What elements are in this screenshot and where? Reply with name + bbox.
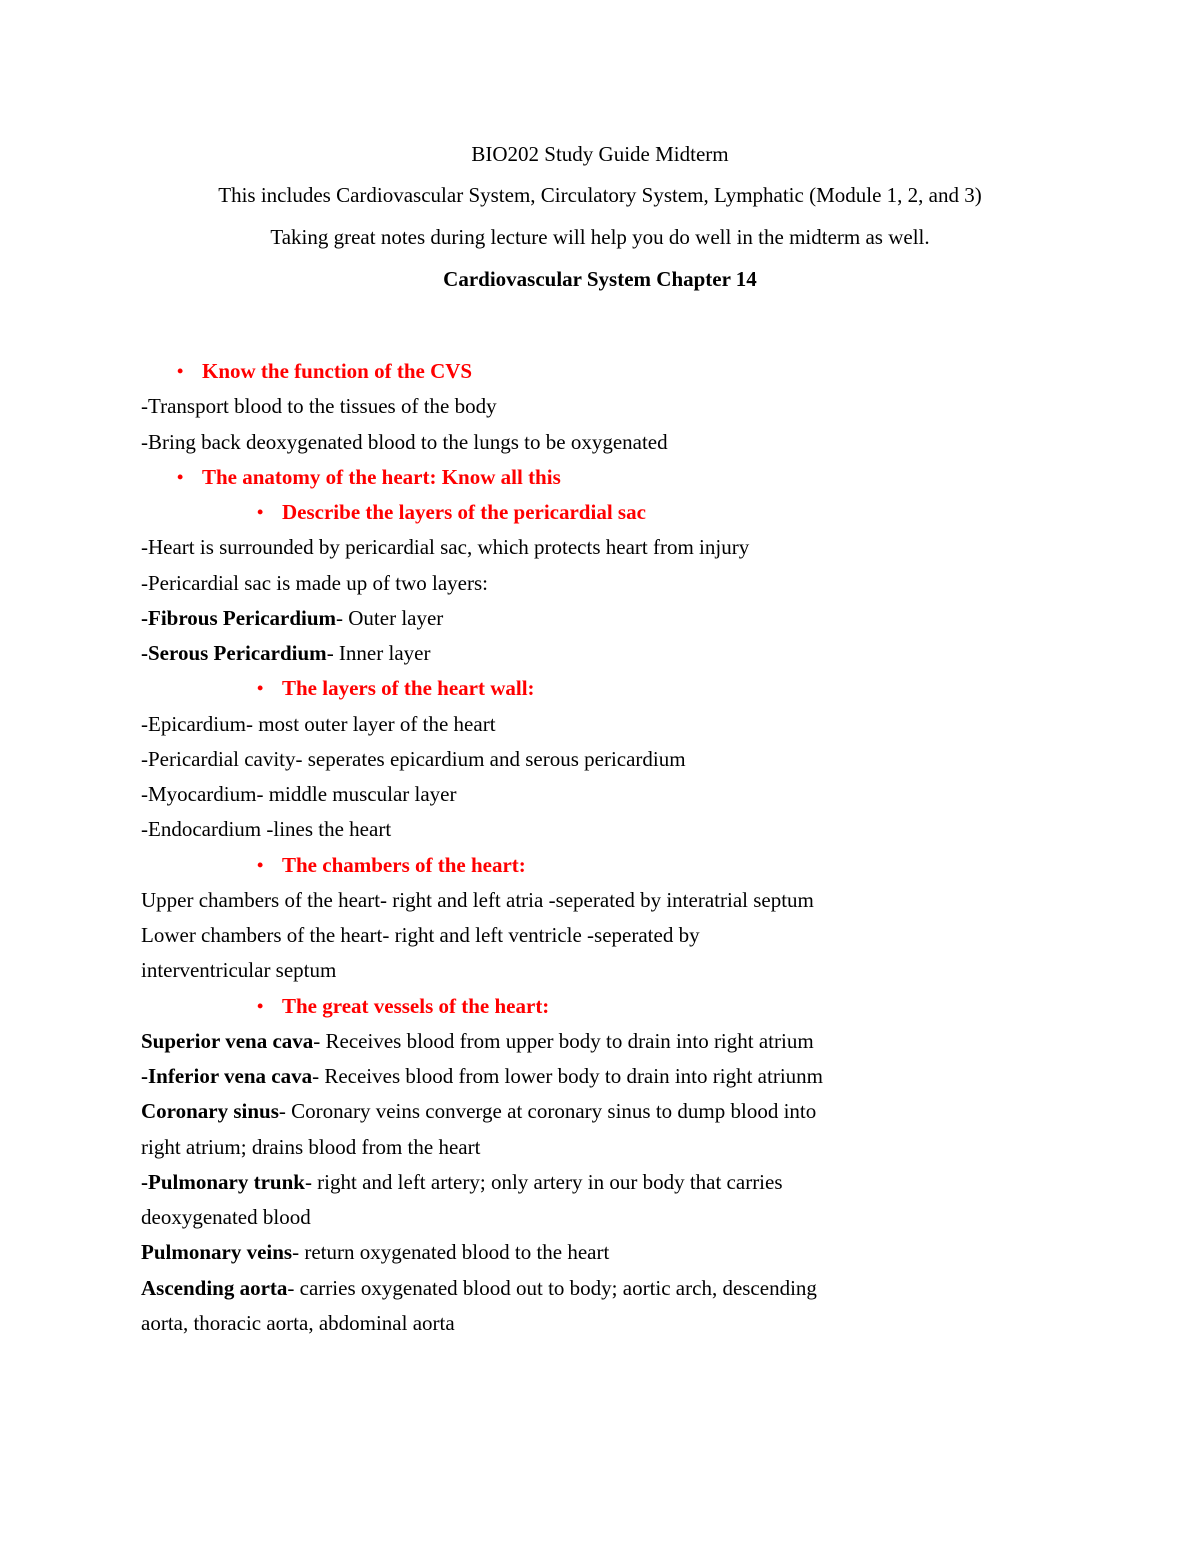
text-line: interventricular septum: [141, 958, 337, 983]
term-line-serous-pericardium: -Serous Pericardium- Inner layer: [141, 641, 431, 665]
text-line: Lower chambers of the heart- right and left ventricle -seperated by: [141, 923, 700, 947]
text-line-continuation: deoxygenated blood: [141, 1205, 311, 1229]
text-line: -Transport blood to the tissues of the body: [141, 394, 497, 419]
term-line-pulmonary-veins: Pulmonary veins- return oxygenated blood to the heart: [141, 1240, 610, 1265]
study-guide-content: [141, 354, 921, 1341]
document-note: Taking great notes during lecture will help you do well in the midterm as well.: [270, 225, 930, 249]
term-line-superior-vena-cava: Superior vena cava- Receives blood from upper body to drain into right atrium: [141, 1028, 814, 1053]
document-subtitle: This includes Cardiovascular System, Circulatory System, Lymphatic (Module 1, 2, and 3): [218, 183, 982, 207]
bullet-heading-heart-wall: • The layers of the heart wall:: [141, 671, 921, 706]
text-line: -Pericardial cavity- seperates epicardium and serous pericardium: [141, 746, 686, 771]
text-line: -Epicardium- most outer layer of the heart: [141, 711, 496, 736]
bullet-heading-chambers: • The chambers of the heart:: [141, 848, 921, 883]
bullet-heading-great-vessels: • The great vessels of the heart:: [141, 989, 921, 1024]
term-line-fibrous-pericardium: -Fibrous Pericardium- Outer layer: [141, 605, 444, 630]
bullet-icon: •: [257, 854, 264, 875]
text-line: -Heart is surrounded by pericardial sac, which protects heart from injury: [141, 535, 750, 560]
bullet-icon: •: [257, 678, 264, 699]
text-line-continuation: aorta, thoracic aorta, abdominal aorta: [141, 1310, 455, 1335]
text-line-continuation: right atrium; drains blood from the heart: [141, 1134, 481, 1159]
term-line-pulmonary-trunk: -Pulmonary trunk- right and left artery; only artery in our body that carries: [141, 1169, 783, 1194]
text-line: -Myocardium- middle muscular layer: [141, 782, 457, 806]
text-line: -Pericardial sac is made up of two layers:: [141, 570, 488, 595]
chapter-heading: Cardiovascular System Chapter 14: [443, 267, 757, 291]
bullet-heading-anatomy: • The anatomy of the heart: Know all this: [141, 460, 921, 495]
bullet-icon: •: [257, 995, 264, 1016]
term-line-coronary-sinus: Coronary sinus- Coronary veins converge at coronary sinus to dump blood into: [141, 1099, 817, 1124]
bullet-icon: •: [177, 361, 184, 381]
bullet-icon: •: [177, 466, 184, 487]
document-title: BIO202 Study Guide Midterm: [471, 142, 729, 166]
bullet-heading-cvs-function: • Know the function of the CVS: [141, 354, 921, 389]
term-line-inferior-vena-cava: -Inferior vena cava- Receives blood from lower body to drain into right atriunm: [141, 1064, 823, 1088]
term-line-ascending-aorta: Ascending aorta- carries oxygenated blood out to body; aortic arch, descending: [141, 1275, 817, 1300]
bullet-icon: •: [257, 502, 264, 522]
text-line: Upper chambers of the heart- right and left atria -seperated by interatrial septum: [141, 887, 814, 912]
text-line: -Bring back deoxygenated blood to the lungs to be oxygenated: [141, 429, 668, 454]
text-line: -Endocardium -lines the heart: [141, 817, 392, 842]
bullet-heading-pericardial-sac: • Describe the layers of the pericardial sac: [141, 495, 921, 530]
